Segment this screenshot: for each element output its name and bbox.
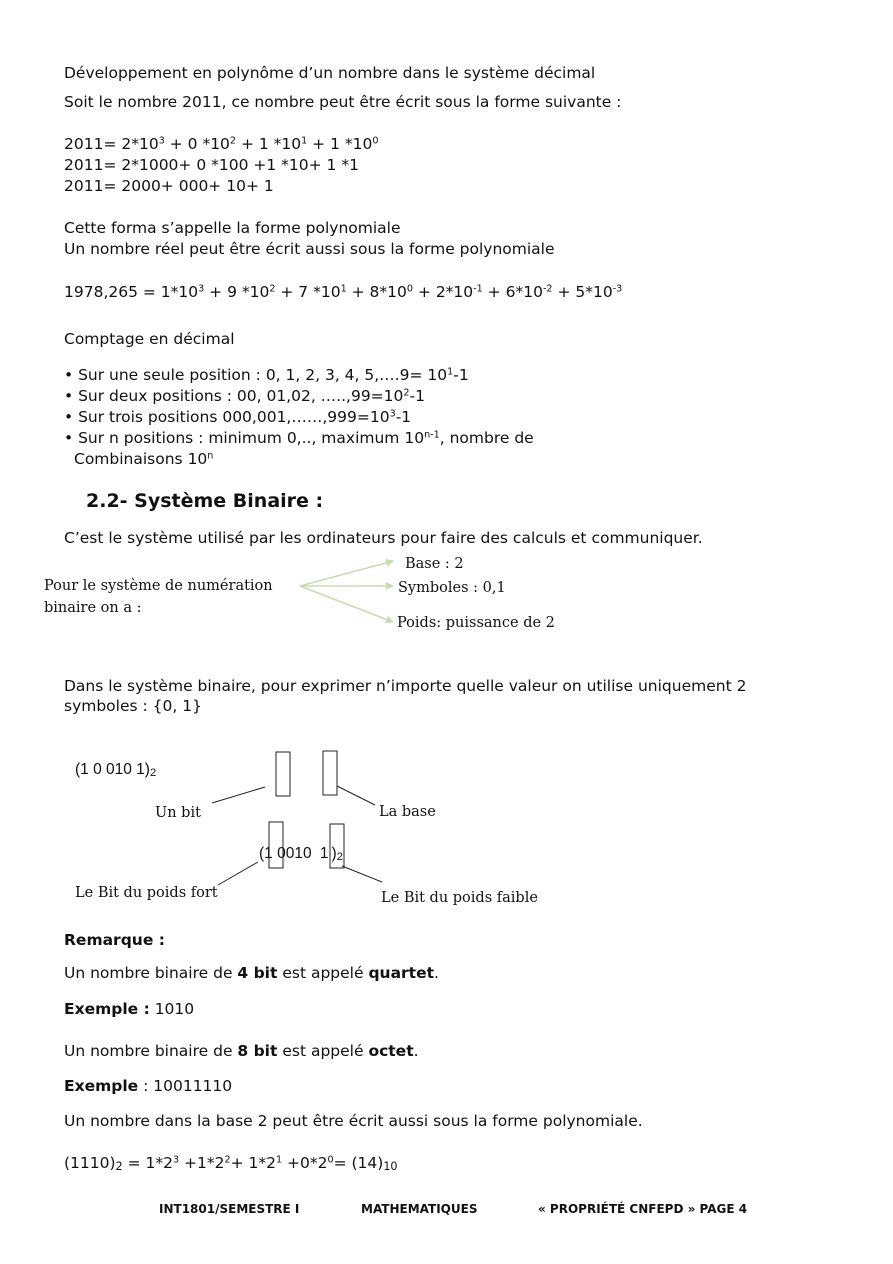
list-item: • Sur deux positions : 00, 01,02, $\dots..,99=10^2-1$ — [64, 387, 425, 405]
diagram-symbols-label: Symboles : 0,1 — [398, 580, 506, 596]
intro-sentence: Soit le nombre 2011, ce nombre peut être écrit sous la forme suivante : — [64, 93, 622, 111]
equation-2011-expanded: 2011= 2*1000+ 0 *100 +1 *10+ 1 *1 — [64, 156, 359, 174]
example-octet: Exemple : 10011110 — [64, 1077, 233, 1095]
footer-course: INT1801/SEMESTRE I — [159, 1202, 300, 1216]
bit-box — [276, 752, 290, 796]
section-intro: C’est le système utilisé par les ordinateurs pour faire des calculs et communiquer. — [64, 529, 703, 547]
fort-pointer — [218, 862, 258, 885]
footer-subject: MATHEMATIQUES — [361, 1202, 478, 1216]
strong-bit-label: Le Bit du poids fort — [75, 885, 218, 901]
equation-2011-sum: 2011= 2000+ 000+ 10+ 1 — [64, 177, 274, 195]
base-box — [323, 751, 337, 795]
un-bit-pointer — [212, 787, 265, 803]
intro-title: Développement en polynôme d’un nombre dans le système décimal — [64, 64, 596, 82]
binary-text-line2: symboles : {0, 1} — [64, 697, 202, 715]
un-bit-label: Un bit — [155, 805, 201, 821]
diagram-weight-label: Poids: puissance de 2 — [397, 615, 555, 631]
section-heading: 2.2- Système Binaire : — [86, 490, 324, 512]
remarque-label: Remarque : — [64, 931, 165, 949]
equation-2011-power: $2011= 2*10^3 + 0$ $*10^2 + 1$ $*10^1 + 1$ $*10^0$ — [64, 135, 379, 153]
list-item: • Sur n positions : minimum 0,.., maximum 10$^{n-1}$, nombre de — [64, 429, 534, 447]
diagram-left-label-line2: binaire on a : — [44, 600, 142, 616]
faible-pointer — [342, 866, 382, 882]
la-base-pointer — [337, 786, 375, 805]
footer-page: « PROPRIÉTÉ CNFEPD » PAGE 4 — [538, 1202, 748, 1216]
diagram-left-label-line1: Pour le système de numération — [44, 578, 273, 594]
binary-number-bottom: (1 0010 1 )$_2$ — [259, 845, 343, 864]
base2-poly-text: Un nombre dans la base 2 peut être écrit aussi sous la forme polynomiale. — [64, 1112, 643, 1130]
equation-1110: $(1110)_2 = 1*2^3 +1*2^2+ 1*2^1 +0*2^0= (14)_{10}$ — [64, 1154, 398, 1174]
real-number-text: Un nombre réel peut être écrit aussi sous la forme polynomiale — [64, 240, 555, 258]
comptage-title: Comptage en décimal — [64, 330, 235, 348]
equation-1978: $1978,265 = 1*10^3 + 9$ $*10^2 + 7$ $*10^1 + 8*10^0 + 2*10^{-1} + 6*10^{-2} + 5*10^{-3}$ — [64, 283, 623, 301]
list-item: • Sur trois positions $000,001,\dots\dots,999=10^3-1$ — [64, 408, 412, 426]
weak-bit-label: Le Bit du poids faible — [381, 890, 538, 906]
arrow-to-base — [300, 561, 393, 586]
octet-text: Un nombre binaire de 8 bit est appelé octet. — [64, 1042, 419, 1060]
binary-text-line1: Dans le système binaire, pour exprimer n’importe quelle valeur on utilise uniquement 2 — [64, 677, 747, 695]
quartet-text: Un nombre binaire de 4 bit est appelé quartet. — [64, 964, 439, 982]
la-base-label: La base — [379, 804, 436, 820]
diagram-base-label: Base : 2 — [405, 556, 464, 572]
poly-form-text: Cette forma s’appelle la forme polynomiale — [64, 219, 401, 237]
list-item: • Sur une seule position : 0, 1, 2, 3, 4, 5,….9= $10^1-1$ — [64, 366, 469, 384]
arrow-to-weight — [300, 586, 393, 622]
example-quartet: Exemple : 1010 — [64, 1000, 195, 1018]
binary-number-top: (1 0 010 $1)_2$ — [75, 761, 157, 780]
list-item-continuation: Combinaisons 10$^n$ — [74, 450, 214, 468]
